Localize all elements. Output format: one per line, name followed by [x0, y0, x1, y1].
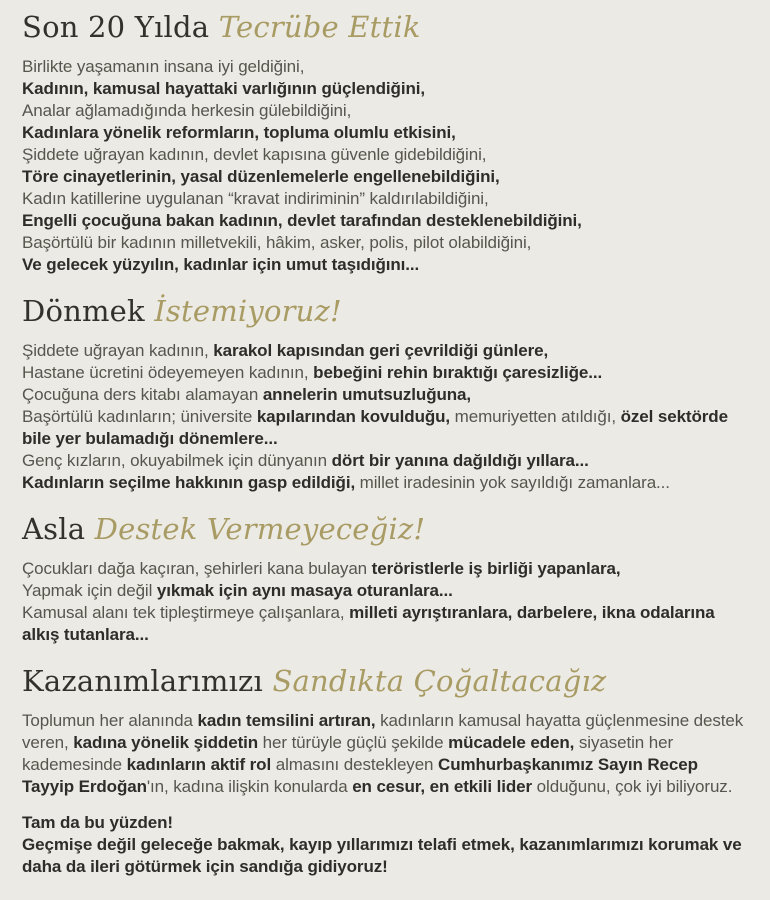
statement-segment-bold: Kadınlara yönelik reformların, topluma olumlu etkisini, [22, 123, 456, 142]
statement-segment-bold: kadınların aktif rol [126, 755, 272, 774]
statement-line [22, 406, 746, 450]
statement-line [22, 122, 746, 144]
statement-segment: olduğunu, çok iyi biliyoruz. [532, 777, 733, 796]
document-sections [22, 8, 746, 878]
statement-segment: Kadın katillerine uygulanan “kravat indiriminin” kaldırılabildiğini, [22, 189, 489, 208]
statement-line [22, 812, 746, 834]
section-heading [22, 292, 746, 330]
heading-normal-text: Asla [22, 512, 86, 546]
section-paragraph [22, 558, 746, 646]
heading-accent-text: Sandıkta Çoğaltacağız [272, 664, 607, 698]
statement-segment-bold: yıkmak için aynı masaya oturanlara... [156, 581, 453, 600]
heading-normal-text: Kazanımlarımızı [22, 664, 264, 698]
heading-normal-text: Dönmek [22, 294, 145, 328]
section-paragraph [22, 56, 746, 276]
statement-line [22, 78, 746, 100]
section-heading [22, 662, 746, 700]
section-heading [22, 8, 746, 46]
statement-segment-bold: dört bir yanına dağıldığı yıllara... [331, 451, 589, 470]
statement-segment: Başörtülü bir kadının milletvekili, hâkim, asker, polis, pilot olabildiğini, [22, 233, 532, 252]
statement-segment: Şiddete uğrayan kadının, devlet kapısına güvenle gidebildiğini, [22, 145, 487, 164]
statement-line [22, 188, 746, 210]
statement-segment-bold: kadına yönelik şiddetin [73, 733, 259, 752]
statement-segment: Genç kızların, okuyabilmek için dünyanın [22, 451, 332, 470]
statement-line [22, 210, 746, 232]
statement-segment-bold: Töre cinayetlerinin, yasal düzenlemelerle engellenebildiğini, [22, 167, 500, 186]
statement-segment-bold: Cumhurbaşkanımız Sayın Recep Tayyip Erdoğan [22, 755, 698, 796]
statement-segment: Birlikte yaşamanın insana iyi geldiğini, [22, 57, 305, 76]
statement-line [22, 100, 746, 122]
statement-segment: Toplumun her alanında [22, 711, 198, 730]
statement-segment: Çocuğuna ders kitabı alamayan [22, 385, 263, 404]
statement-segment-bold: kadın temsilini artıran, [197, 711, 376, 730]
statement-segment-bold: mücadele eden, [448, 733, 575, 752]
section-destek [22, 510, 746, 646]
statement-segment: Yapmak için değil [22, 581, 157, 600]
statement-line [22, 56, 746, 78]
statement-segment: her türüyle güçlü şekilde [258, 733, 449, 752]
statement-line [22, 450, 746, 472]
statement-line [22, 580, 746, 602]
statement-segment: almasını destekleyen [271, 755, 439, 774]
statement-line [22, 144, 746, 166]
statement-segment-bold: kapılarından kovulduğu, [256, 407, 451, 426]
statement-segment-bold: milleti ayrıştıranlara, darbelere, ikna odalarına alkış tutanlara... [22, 603, 715, 644]
statement-segment: Şiddete uğrayan kadının, [22, 341, 214, 360]
statement-segment: Çocukları dağa kaçıran, şehirleri kana bulayan [22, 559, 372, 578]
statement-segment-bold: Tam da bu yüzden! [22, 813, 173, 832]
section-paragraph [22, 710, 746, 798]
statement-segment-bold: Ve gelecek yüzyılın, kadınlar için umut taşıdığını... [22, 255, 420, 274]
heading-normal-text: Son 20 Yılda [22, 10, 210, 44]
statement-line [22, 384, 746, 406]
statement-line [22, 362, 746, 384]
section-paragraph [22, 812, 746, 878]
statement-line [22, 710, 746, 798]
statement-segment: siyasetin her kademesinde [22, 733, 674, 774]
statement-segment: millet iradesinin yok sayıldığı zamanlara... [355, 473, 670, 492]
heading-accent-text: Tecrübe Ettik [218, 10, 421, 44]
statement-segment-bold: bebeğini rehin bıraktığı çaresizliğe... [313, 363, 603, 382]
statement-line [22, 254, 746, 276]
section-tecrube [22, 8, 746, 276]
statement-line [22, 340, 746, 362]
section-sandik [22, 662, 746, 798]
section-heading [22, 510, 746, 548]
heading-accent-text: Destek Vermeyeceğiz! [94, 512, 426, 546]
statement-segment-bold: özel sektörde bile yer bulamadığı dönemlere... [22, 407, 728, 448]
statement-line [22, 834, 746, 878]
statement-segment-bold: teröristlerle iş birliği yapanlara, [371, 559, 621, 578]
statement-line [22, 558, 746, 580]
statement-segment: Başörtülü kadınların; üniversite [22, 407, 257, 426]
statement-segment-bold: Kadınların seçilme hakkının gasp edildiği, [22, 473, 356, 492]
statement-line [22, 472, 746, 494]
statement-segment-bold: annelerin umutsuzluğuna, [262, 385, 472, 404]
statement-segment: Kamusal alanı tek tipleştirmeye çalışanlara, [22, 603, 350, 622]
statement-segment: Analar ağlamadığında herkesin gülebildiğini, [22, 101, 352, 120]
statement-segment-bold: Engelli çocuğuna bakan kadının, devlet tarafından desteklenebildiğini, [22, 211, 582, 230]
statement-segment: Hastane ücretini ödeyemeyen kadının, [22, 363, 314, 382]
statement-segment: 'ın, kadına ilişkin konularda [146, 777, 353, 796]
statement-line [22, 232, 746, 254]
statement-line [22, 166, 746, 188]
statement-segment: kadınların kamusal hayatta güçlenmesine destek veren, [22, 711, 744, 752]
statement-line [22, 602, 746, 646]
section-paragraph [22, 340, 746, 494]
heading-accent-text: İstemiyoruz! [154, 294, 342, 328]
statement-segment-bold: en cesur, en etkili lider [352, 777, 533, 796]
statement-segment-bold: Kadının, kamusal hayattaki varlığının güçlendiğini, [22, 79, 425, 98]
statement-segment: memuriyetten atıldığı, [450, 407, 621, 426]
statement-segment-bold: Geçmişe değil geleceğe bakmak, kayıp yıllarımızı telafi etmek, kazanımlarımızı korumak ve daha da ileri götürmek için sandığa gidiyoruz! [22, 835, 742, 876]
statement-segment-bold: karakol kapısından geri çevrildiği günlere, [213, 341, 549, 360]
section-closing [22, 812, 746, 878]
section-donmek [22, 292, 746, 494]
